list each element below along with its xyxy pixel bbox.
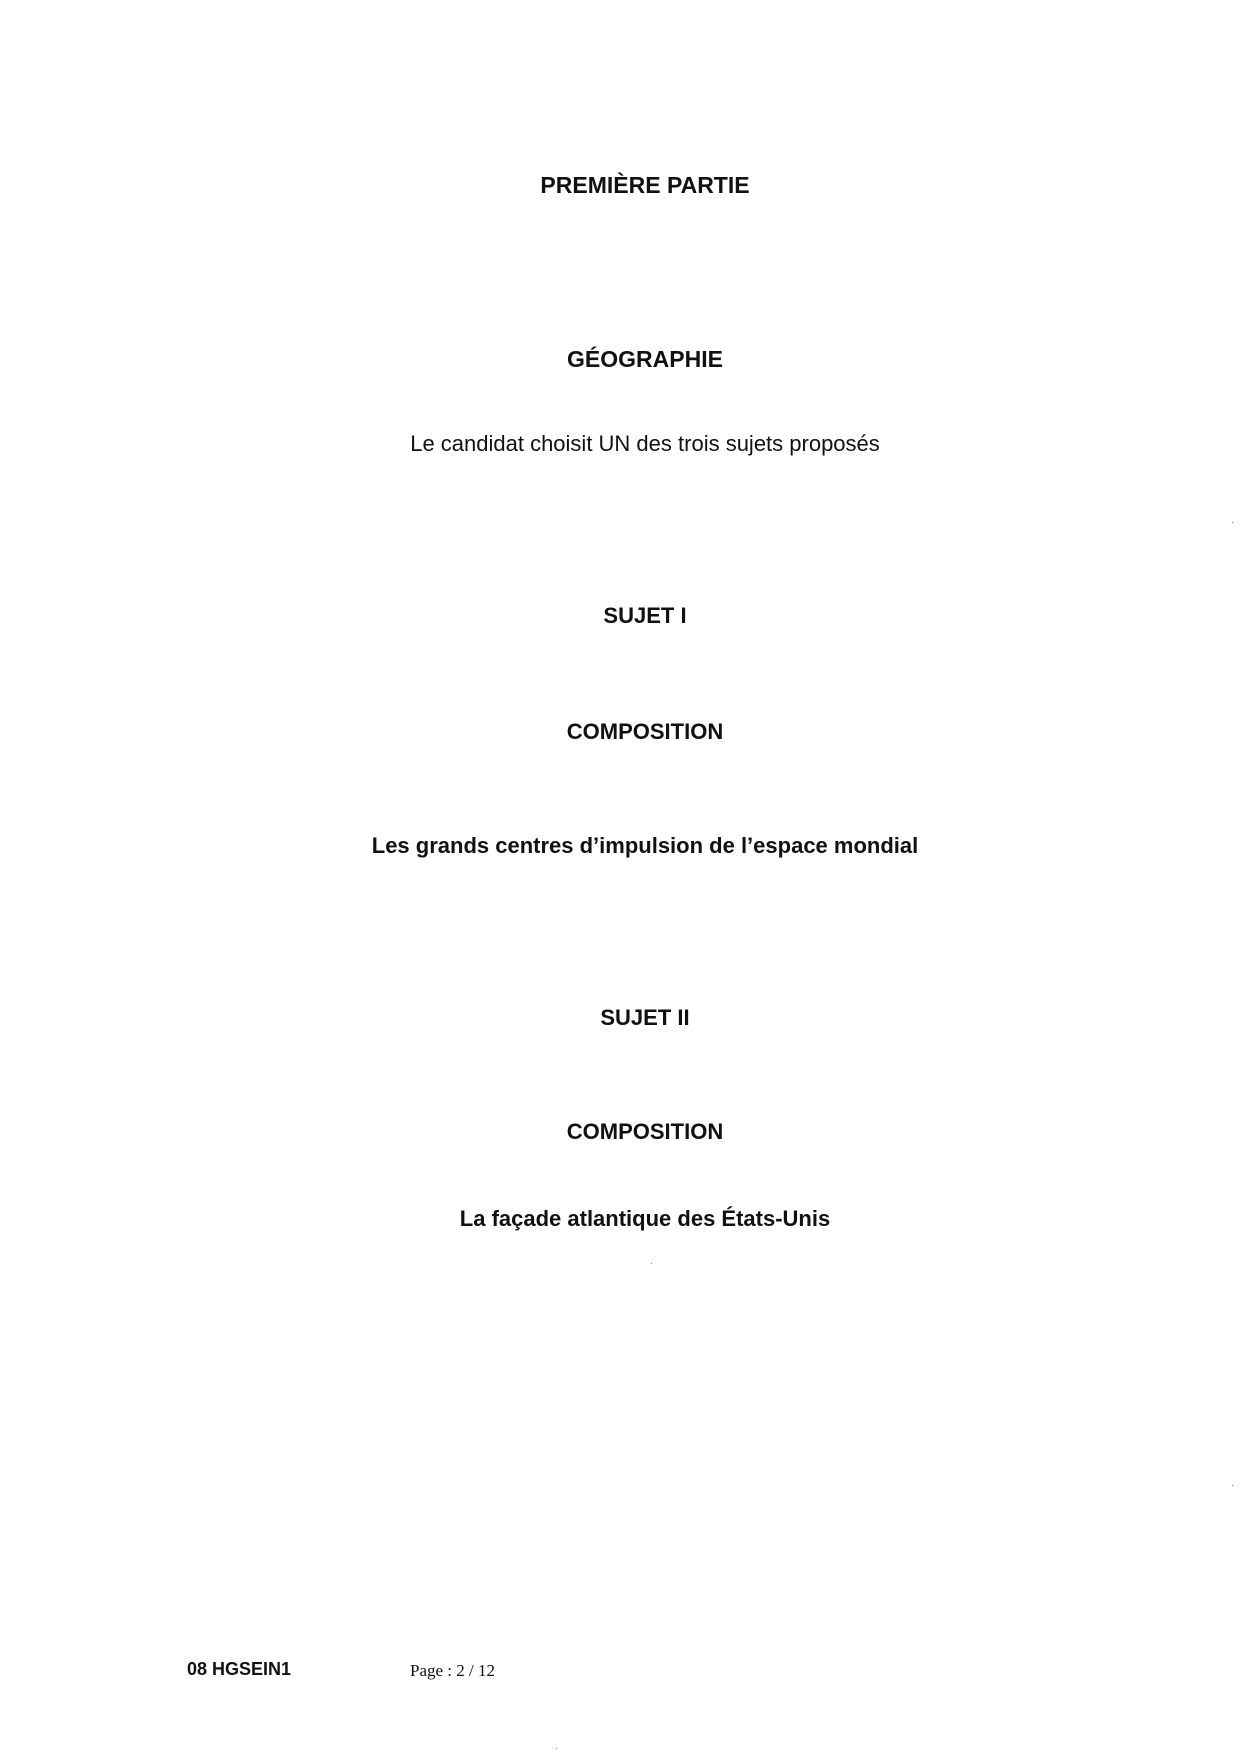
sujet-1-title: Les grands centres d’impulsion de l’espace mondial (371, 833, 919, 858)
sujet-2-title: La façade atlantique des États-Unis (459, 1206, 831, 1231)
footer-page-number: Page : 2 / 12 (410, 1661, 495, 1680)
instruction-text: Le candidat choisit UN des trois sujets proposés (410, 431, 880, 456)
scan-speck (651, 1263, 652, 1264)
scan-speck (1232, 522, 1233, 523)
part-heading: PREMIÈRE PARTIE (540, 172, 750, 198)
sujet-1-type: COMPOSITION (566, 719, 724, 744)
scan-speck (556, 1748, 557, 1749)
scan-speck (1232, 1485, 1233, 1486)
footer-exam-code: 08 HGSEIN1 (187, 1659, 292, 1679)
sujet-2-label: SUJET II (600, 1005, 690, 1030)
sujet-1-label: SUJET I (603, 603, 687, 628)
sujet-2-type: COMPOSITION (566, 1119, 724, 1144)
subject-heading: GÉOGRAPHIE (567, 346, 723, 372)
